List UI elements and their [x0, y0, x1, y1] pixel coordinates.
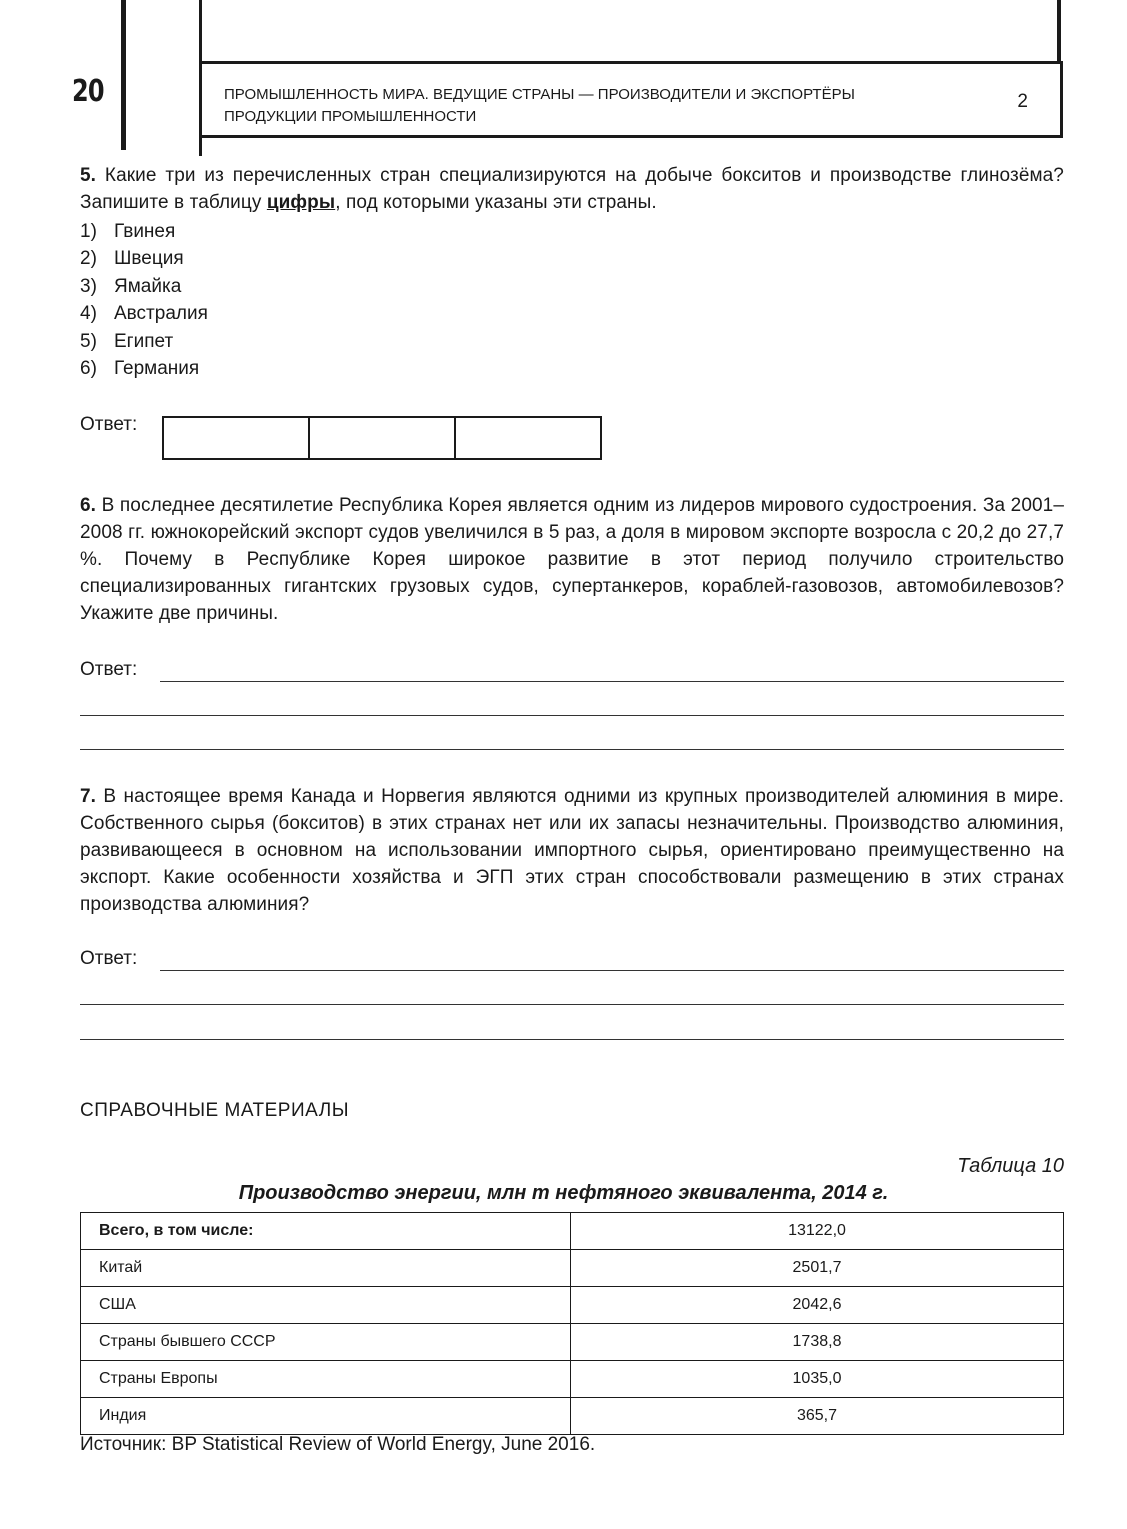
question-text: В последнее десятилетие Республика Корея является одним из лидеров мирового судостроения. За 2001–2008 гг. южнокорейский экспорт судов увеличился в 5 раз, а доля в мировом экспорте возросла с 20,2 до 27,7 %. Почему в Республике Корея широкое развитие в этот период получило строительство специализированных гигантских грузовых судов, супертанкеров, кораблей-газовозов, автомобилевозов? Укажите две причины. [80, 495, 1064, 624]
answer-label: Ответ: [80, 659, 138, 680]
answer-line[interactable] [80, 715, 1064, 716]
question-6 [80, 492, 1064, 627]
answer-label: Ответ: [80, 948, 138, 969]
row-label: Индия [81, 1398, 571, 1435]
header-rule-inner [199, 0, 202, 62]
table-row [81, 1324, 1064, 1361]
part-number: 2 [1017, 91, 1028, 112]
table-row [81, 1250, 1064, 1287]
table-title: Производство энергии, млн т нефтяного эквивалента, 2014 г. [238, 1182, 889, 1204]
question-text: Какие три из перечисленных стран специализируются на добыче бокситов и производстве глинозёма? Запишите в таблицу [80, 165, 1064, 213]
question-text: , под которыми указаны эти страны. [335, 192, 657, 213]
chapter-title-line-2: ПРОДУКЦИИ ПРОМЫШЛЕННОСТИ [224, 108, 477, 125]
option-item: 4) Австралия [80, 303, 208, 324]
table-row [81, 1398, 1064, 1435]
row-value: 365,7 [571, 1398, 1064, 1435]
option-item: 3) Ямайка [80, 276, 182, 297]
option-item: 1) Гвинея [80, 221, 176, 242]
answer-grid [162, 416, 602, 460]
row-label: Страны Европы [81, 1361, 571, 1398]
table-source: Источник: BP Statistical Review of World Energy, June 2016. [80, 1434, 596, 1455]
row-value: 1738,8 [571, 1324, 1064, 1361]
answer-cell-1[interactable] [164, 418, 310, 458]
page-number: 20 [72, 74, 104, 109]
row-value: 13122,0 [571, 1213, 1064, 1250]
answer-line[interactable] [160, 681, 1064, 682]
chapter-title [224, 84, 984, 128]
table-row [81, 1213, 1064, 1250]
answer-label: Ответ: [80, 414, 138, 435]
option-item: 6) Германия [80, 358, 200, 379]
answer-line[interactable] [80, 1039, 1064, 1040]
row-value: 2501,7 [571, 1250, 1064, 1287]
table-row [81, 1361, 1064, 1398]
row-label: Всего, в том числе: [81, 1213, 571, 1250]
answer-line[interactable] [80, 1004, 1064, 1005]
chapter-header [199, 61, 1063, 138]
option-item: 5) Египет [80, 331, 174, 352]
question-number: 6. [80, 495, 97, 516]
row-value: 2042,6 [571, 1287, 1064, 1324]
row-label: Страны бывшего СССР [81, 1324, 571, 1361]
question-7 [80, 783, 1064, 918]
answer-cell-2[interactable] [310, 418, 456, 458]
header-rule-left [121, 0, 126, 150]
question-5 [80, 162, 1064, 216]
row-value: 1035,0 [571, 1361, 1064, 1398]
answer-cell-3[interactable] [456, 418, 600, 458]
question-number: 7. [80, 786, 97, 807]
row-label: Китай [81, 1250, 571, 1287]
question-emphasis: цифры [266, 192, 336, 213]
answer-line[interactable] [160, 970, 1064, 971]
table-number: Таблица 10 [957, 1155, 1064, 1177]
chapter-title-line-1: ПРОМЫШЛЕННОСТЬ МИРА. ВЕДУЩИЕ СТРАНЫ — ПРОИЗВОДИТЕЛИ И ЭКСПОРТЁРЫ [224, 86, 855, 103]
question-text: В настоящее время Канада и Норвегия являются одними из крупных производителей алюминия в мире. Собственного сырья (бокситов) в этих странах нет или их запасы незначительны. Производство алюминия, развивающееся в основном на использовании импортного сырья, ориентировано преимущественно на экспорт. Какие особенности хозяйства и ЭГП этих стран способствовали размещению в этих странах производства алюминия? [80, 786, 1064, 915]
question-number: 5. [80, 165, 97, 186]
row-label: США [81, 1287, 571, 1324]
reference-heading: СПРАВОЧНЫЕ МАТЕРИАЛЫ [80, 1100, 350, 1121]
option-item: 2) Швеция [80, 248, 184, 269]
answer-line[interactable] [80, 749, 1064, 750]
header-rule-right [1057, 0, 1061, 62]
energy-table [80, 1212, 1064, 1435]
table-row [81, 1287, 1064, 1324]
